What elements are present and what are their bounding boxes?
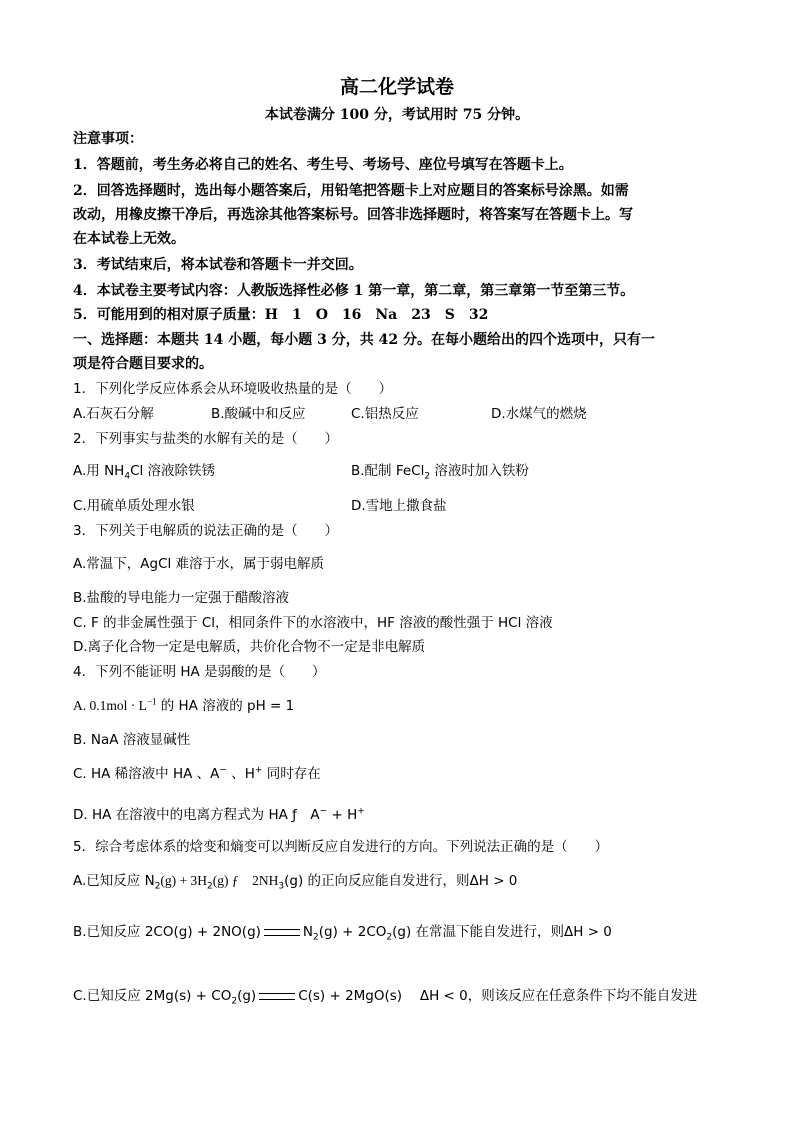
question-4-option-c: C. HA 稀溶液中 HA 、A− 、H+ 同时存在 [73, 765, 321, 782]
question-1-option-a: A.石灰石分解 [73, 406, 154, 422]
question-1-option-c: C.铝热反应 [351, 406, 419, 422]
note-2-line-1: 2．回答选择题时，选出每小题答案后，用铅笔把答题卡上对应题目的答案标号涂黑。如需 [73, 183, 629, 199]
question-3-option-b: B.盐酸的导电能力一定强于醋酸溶液 [73, 590, 290, 606]
question-5-stem: 5．综合考虑体系的焓变和熵变可以判断反应自发进行的方向。下列说法正确的是（ ） [73, 839, 609, 855]
question-5-option-c: C.已知反应 $2Mg(s) + CO_2(g) C(s) + 2MgO(s)$ ΔH < 0，则该反应在任意条件下均不能自发进 [73, 988, 698, 1007]
question-4-option-d: D. HA 在溶液中的电离方程式为 HA ƒ A− + H+ [73, 806, 365, 823]
question-1-option-b: B.酸碱中和反应 [211, 406, 306, 422]
exam-subtitle: 本试卷满分 100 分，考试用时 75 分钟。 [264, 107, 530, 123]
section-heading-line-1: 一、选择题：本题共 14 小题，每小题 3 分，共 42 分。在每小题给出的四个选项中，只有一 [73, 332, 655, 348]
question-2-option-b: B.配制 FeCl$_2$ 溶液时加入铁粉 [351, 463, 529, 482]
note-5: 5．可能用到的相对原子质量：H 1 O 16 Na 23 S 32 [73, 307, 489, 323]
question-5-option-a: A.已知反应 $N_2(g) + 3H_2(g)$ ƒ $2NH_3(g)$ 的正向反应能自发进行，则ΔH > 0 [73, 873, 518, 892]
page-title: 高二化学试卷 [339, 76, 454, 98]
question-1-option-d: D.水煤气的燃烧 [491, 406, 587, 422]
question-4-option-a: A. $0.1mol \cdot L^{-1}$ 的 HA 溶液的 pH = 1 [73, 696, 295, 714]
question-1-stem: 1．下列化学反应体系会从环境吸收热量的是（ ） [73, 381, 393, 397]
section-heading-line-2: 项是符合题目要求的。 [73, 356, 213, 372]
note-3: 3．考试结束后，将本试卷和答题卡一并交回。 [73, 257, 363, 273]
question-2-stem: 2．下列事实与盐类的水解有关的是（ ） [73, 431, 339, 447]
double-equals-arrow [264, 929, 300, 936]
double-equals-arrow [259, 993, 295, 1000]
question-2-option-d: D.雪地上撒食盐 [351, 498, 447, 514]
note-4: 4．本试卷主要考试内容：人教版选择性必修 1 第一章，第二章，第三章第一节至第三节。 [73, 283, 635, 299]
question-5-option-b: B.已知反应 2CO(g) + 2NO(g) $N_2(g) + 2CO_2(g)$ 在常温下能自发进行，则ΔH > 0 [73, 924, 612, 943]
note-2-line-2: 改动，用橡皮擦干净后，再选涂其他答案标号。回答非选择题时，将答案写在答题卡上。写 [73, 207, 633, 223]
question-2-option-c: C.用硫单质处理水银 [73, 498, 195, 514]
notes-heading: 注意事项： [73, 131, 143, 147]
note-1: 1．答题前，考生务必将自己的姓名、考生号、考场号、座位号填写在答题卡上。 [73, 157, 573, 173]
question-2-option-a: A.用 $NH_4Cl$ 溶液除铁锈 [73, 463, 216, 482]
note-2-line-3: 在本试卷上无效。 [73, 231, 185, 247]
question-3-option-c: C. F 的非金属性强于 Cl，相同条件下的水溶液中，HF 溶液的酸性强于 HCl 溶液 [73, 615, 553, 631]
question-4-option-b: B. NaA 溶液显碱性 [73, 732, 191, 748]
question-4-stem: 4．下列不能证明 HA 是弱酸的是（ ） [73, 664, 326, 680]
question-3-option-a: A.常温下，AgCl 难溶于水，属于弱电解质 [73, 556, 325, 572]
question-3-stem: 3．下列关于电解质的说法正确的是（ ） [73, 523, 339, 539]
question-3-option-d: D.离子化合物一定是电解质，共价化合物不一定是非电解质 [73, 639, 426, 655]
